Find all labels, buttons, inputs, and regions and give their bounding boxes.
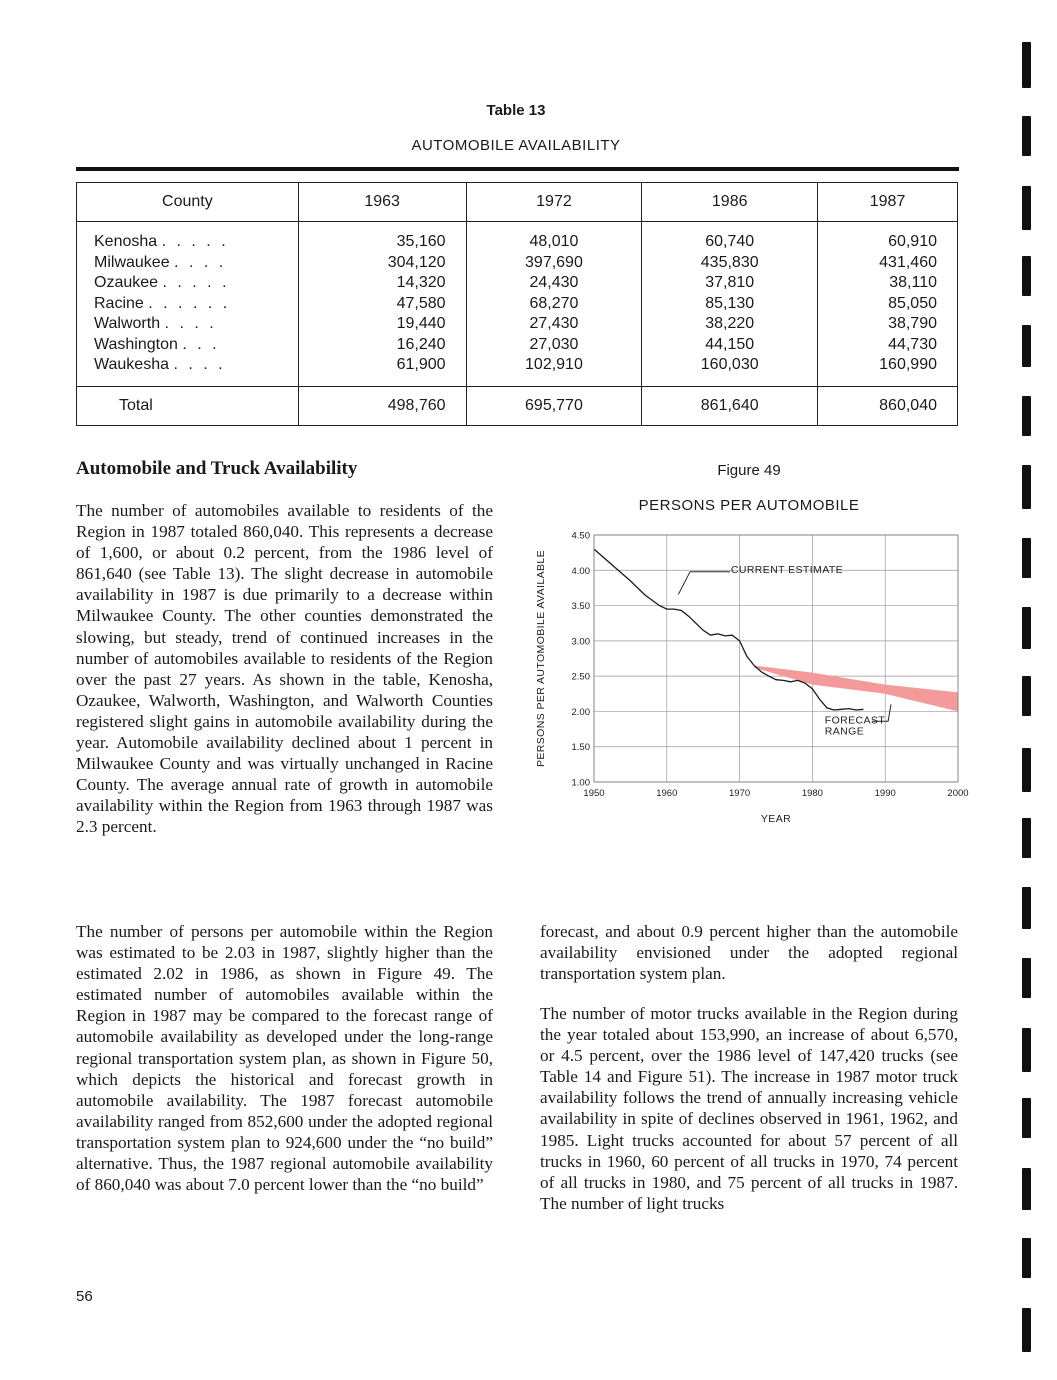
dot-leader: . . . . . (162, 274, 230, 292)
y-tick-label: 1.50 (571, 742, 590, 754)
table-cell: 397,690 (466, 253, 642, 274)
persons-per-automobile-chart (520, 525, 969, 830)
table-cell: 24,430 (466, 273, 642, 294)
paragraph: The number of motor trucks available in the Region during the year totaled about 153,990, an increase of about 6,570, or 4.5 percent, over the 1986 level of 147,420 trucks (see Table 14 and Figure 51). The increase in 1987 motor truck availability follows the trend of annually increasing vehicle availability in spite of declines observed in 1961, 1962, and 1985. Light trucks accounted for about 57 percent of all trucks in 1960, 60 percent of all trucks in 1970, 74 percent of all trucks in 1980, and 75 percent of all trucks in 1987. The number of light trucks (540, 1004, 958, 1213)
table-cell: 38,220 (642, 314, 818, 335)
x-tick-label: 1970 (729, 788, 751, 799)
county-name: Kenosha (94, 233, 158, 251)
binding-mark (1022, 818, 1031, 858)
table-cell: 85,130 (642, 294, 818, 315)
table-cell: 44,730 (818, 335, 958, 356)
page-number: 56 (76, 1288, 93, 1305)
y-tick-label: 4.00 (571, 565, 590, 577)
x-tick-label: 1950 (583, 788, 605, 799)
table-row (77, 355, 958, 376)
binding-mark (1022, 186, 1031, 230)
binding-mark (1022, 42, 1031, 88)
x-axis-label: YEAR (760, 813, 792, 825)
table-cell: 160,030 (642, 355, 818, 376)
table-total-row (77, 386, 958, 425)
binding-mark (1022, 676, 1031, 716)
y-tick-label: 2.50 (571, 671, 590, 683)
table-cell: 68,270 (466, 294, 642, 315)
binding-mark (1022, 256, 1031, 296)
binding-mark (1022, 538, 1031, 578)
dot-leader: . . . . . . (148, 294, 231, 312)
table-cell: 37,810 (642, 273, 818, 294)
binding-mark (1022, 1238, 1031, 1278)
y-tick-label: 3.00 (571, 636, 590, 648)
county-name: Washington (94, 335, 178, 353)
automobile-availability-table (76, 182, 958, 426)
paragraph: The number of persons per automobile within the Region was estimated to be 2.03 in 1987, slightly higher than the estimated 2.02 in 1986, as shown in Figure 49. The estimated number of automobiles available within the Region in 1987 may be compared to the forecast range of automobile availability as developed under the long-range regional transportation system plan, as shown in Figure 50, which depicts the historical and forecast growth in automobile availability. The 1987 forecast automobile availability ranged from 852,600 under the adopted regional transportation system plan to 924,600 under the “no build” alternative. Thus, the 1987 regional automobile availability of 860,040 was about 7.0 percent lower than the “no build” (76, 922, 493, 1195)
table-cell: 44,150 (642, 335, 818, 356)
current-estimate-annotation: CURRENT ESTIMATE (730, 564, 844, 577)
table-row (77, 232, 958, 253)
table-cell: 38,110 (818, 273, 958, 294)
y-axis-label: PERSONS PER AUTOMOBILE AVAILABLE (535, 549, 547, 768)
table-cell: 861,640 (642, 386, 818, 425)
table-row (77, 273, 958, 294)
figure-label: Figure 49 (717, 462, 781, 479)
binding-mark (1022, 1098, 1031, 1138)
table-header-row (77, 183, 958, 222)
column-header-1963: 1963 (298, 183, 466, 222)
table-cell: 38,790 (818, 314, 958, 335)
binding-mark (1022, 607, 1031, 649)
dot-leader: . . . . (174, 253, 227, 271)
table-row (77, 314, 958, 335)
binding-mark (1022, 958, 1031, 998)
dot-leader: . . . . (164, 315, 217, 333)
forecast-annotation: FORECAST (824, 714, 886, 727)
x-tick-label: 1960 (656, 788, 678, 799)
y-tick-label: 4.50 (571, 530, 590, 542)
forecast-range-band (754, 666, 958, 712)
paragraph: The number of automobiles available to residents of the Region in 1987 totaled 860,040. This represents a decrease of 1,600, or about 0.2 percent, from the 1986 level of 861,640 (see Table 13). The slight decrease in automobile availability in 1987 is due primarily to a decrease within Milwaukee County. The other counties demonstrated the slowing, but steady, trend of continued increases in the number of automobiles available to residents of the Region over the past 27 years. As shown in the table, Kenosha, Ozaukee, Walworth, Washington, and Walworth Counties registered slight gains in automobile availability during the year. Automobile availability declined about 1 percent in Milwaukee County and was virtually unchanged in Racine County. The average annual rate of growth in automobile availability within the Region from 1963 through 1987 was 2.3 percent. (76, 501, 493, 837)
county-name: Milwaukee (94, 253, 170, 271)
table-row (77, 335, 958, 356)
x-axis-ticks (583, 788, 968, 799)
figure-title: PERSONS PER AUTOMOBILE (638, 497, 860, 514)
table-cell: 60,910 (818, 232, 958, 253)
binding-mark (1022, 1308, 1031, 1352)
table-title: AUTOMOBILE AVAILABILITY (411, 137, 621, 154)
column-header-county: County (77, 183, 299, 222)
y-tick-label: 2.00 (571, 706, 590, 718)
table-cell: 35,160 (298, 232, 466, 253)
table-cell: 102,910 (466, 355, 642, 376)
table-cell: 14,320 (298, 273, 466, 294)
table-cell: 435,830 (642, 253, 818, 274)
table-cell: 160,990 (818, 355, 958, 376)
county-name: Racine (94, 294, 144, 312)
table-cell: 61,900 (298, 355, 466, 376)
table-cell: 85,050 (818, 294, 958, 315)
x-tick-label: 2000 (947, 788, 969, 799)
column-header-1972: 1972 (466, 183, 642, 222)
table-cell: 27,030 (466, 335, 642, 356)
binding-mark (1022, 1028, 1031, 1072)
range-annotation: RANGE (824, 725, 865, 738)
table-row (77, 294, 958, 315)
dot-leader: . . . . (173, 356, 226, 374)
county-name: Walworth (94, 315, 161, 333)
section-heading: Automobile and Truck Availability (76, 458, 358, 479)
y-tick-label: 3.50 (571, 601, 590, 613)
table-cell: 27,430 (466, 314, 642, 335)
dot-leader: . . . (182, 335, 220, 353)
table-caption: Table 13 (486, 102, 546, 119)
dot-leader: . . . . . (161, 233, 229, 251)
total-label: Total (77, 386, 299, 425)
county-name: Ozaukee (94, 274, 159, 292)
table-cell: 48,010 (466, 232, 642, 253)
binding-mark (1022, 325, 1031, 367)
column-header-1987: 1987 (818, 183, 958, 222)
table-cell: 47,580 (298, 294, 466, 315)
x-tick-label: 1980 (801, 788, 823, 799)
table-cell: 60,740 (642, 232, 818, 253)
table-cell: 304,120 (298, 253, 466, 274)
binding-mark (1022, 396, 1031, 436)
y-tick-label: 1.00 (571, 777, 590, 789)
x-tick-label: 1990 (874, 788, 896, 799)
binding-mark (1022, 748, 1031, 792)
table-cell: 19,440 (298, 314, 466, 335)
county-name: Waukesha (94, 356, 169, 374)
column-header-1986: 1986 (642, 183, 818, 222)
binding-mark (1022, 465, 1031, 509)
table-cell: 860,040 (818, 386, 958, 425)
table-row (77, 253, 958, 274)
annotation-leader (678, 572, 730, 595)
table-rule (76, 167, 959, 171)
table-cell: 16,240 (298, 335, 466, 356)
table-cell: 498,760 (298, 386, 466, 425)
y-axis-ticks (572, 531, 591, 789)
paragraph: forecast, and about 0.9 percent higher than the automobile availability envisioned under the adopted regional transportation system plan. (540, 922, 958, 984)
table-cell: 695,770 (466, 386, 642, 425)
binding-mark (1022, 887, 1031, 929)
binding-mark (1022, 1168, 1031, 1210)
table-cell: 431,460 (818, 253, 958, 274)
